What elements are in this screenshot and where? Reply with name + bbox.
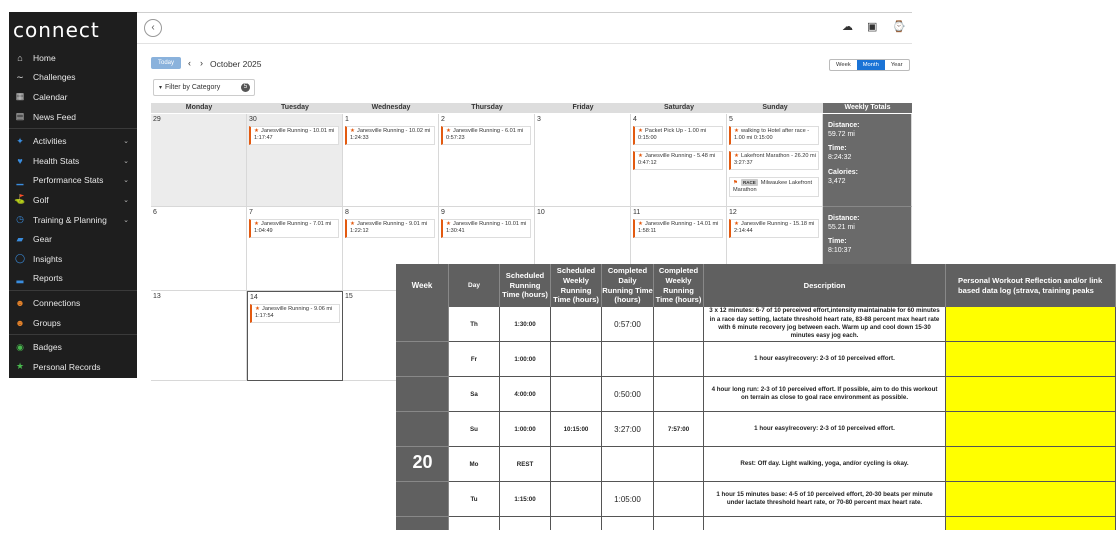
sidebar-item-reports[interactable] <box>9 269 137 289</box>
day-number: 30 <box>249 116 257 123</box>
description-cell: Rest: Off day. Light walking, yoga, and/or cycling is okay. <box>704 447 946 482</box>
sidebar-item-label: Activities <box>33 136 67 147</box>
golf-icon: ⛳ <box>14 194 26 205</box>
totals-distance-label: Distance: <box>828 122 860 129</box>
day-header: Thursday <box>439 103 536 113</box>
collapse-sidebar-button[interactable]: ‹ <box>144 19 162 37</box>
reflection-cell[interactable] <box>946 447 1116 482</box>
empty-cell <box>602 517 654 530</box>
reports-icon: ▂ <box>16 272 24 283</box>
completed-weekly-cell <box>654 482 704 517</box>
empty-cell <box>704 517 946 530</box>
totals-time-value: 8:24:32 <box>828 154 852 161</box>
groups-icon: ☻ <box>15 317 25 328</box>
activity-entry[interactable] <box>633 126 723 145</box>
day-cell: Su <box>449 412 500 447</box>
sidebar-item-news-feed[interactable] <box>9 107 137 127</box>
chevron-down-icon: ⌄ <box>123 216 129 224</box>
sidebar-item-label: Groups <box>33 317 61 328</box>
reflection-cell[interactable] <box>946 482 1116 517</box>
day-cell[interactable] <box>247 291 343 381</box>
sidebar-item-performance-stats[interactable] <box>9 171 137 191</box>
connections-icon: ☻ <box>15 297 25 308</box>
running-icon: ★ <box>446 221 452 227</box>
running-icon: ★ <box>638 221 644 227</box>
lightbulb-icon: ◯ <box>14 253 26 264</box>
week-cell <box>396 517 449 530</box>
reflection-cell[interactable] <box>946 307 1116 342</box>
empty-cell <box>654 517 704 530</box>
day-cell: Sa <box>449 377 500 412</box>
scheduled-weekly-cell <box>551 447 602 482</box>
activity-text: Janesville Running - 15.18 mi 2:14:44 <box>734 221 815 235</box>
cloud-upload-icon[interactable]: ☁ <box>842 21 853 33</box>
sidebar-item-label: Performance Stats <box>33 175 104 186</box>
day-number: 9 <box>441 209 445 216</box>
scheduled-time-cell: REST <box>500 447 551 482</box>
view-month-button[interactable]: Month <box>857 60 885 70</box>
sidebar-item-personal-records[interactable] <box>9 357 137 377</box>
activity-entry[interactable] <box>729 219 819 238</box>
completed-weekly-cell <box>654 307 704 342</box>
running-icon: ★ <box>638 153 644 159</box>
race-name: Milwaukee Lakefront Marathon <box>733 180 813 194</box>
running-icon: ★ <box>255 306 261 312</box>
day-cell[interactable] <box>247 207 343 291</box>
news-feed-icon: ▤ <box>15 111 25 122</box>
week-cell <box>396 482 449 517</box>
filter-by-category-button[interactable] <box>153 79 255 96</box>
day-number: 8 <box>345 209 349 216</box>
day-cell: Fr <box>449 342 500 377</box>
day-number: 11 <box>633 209 641 216</box>
running-icon: ★ <box>254 221 260 227</box>
week-cell <box>396 412 449 447</box>
scheduled-time-cell: 1:00:00 <box>500 342 551 377</box>
running-icon: ★ <box>734 221 740 227</box>
day-number: 4 <box>633 116 637 123</box>
completed-daily-cell: 3:27:00 <box>602 412 654 447</box>
sidebar-item-label: Reports <box>33 273 63 284</box>
sidebar-item-badges[interactable] <box>9 337 137 357</box>
sidebar-item-home[interactable] <box>9 48 137 68</box>
sidebar-item-health-stats[interactable] <box>9 151 137 171</box>
flag-icon: ⚑ <box>733 180 739 186</box>
totals-calories-value: 3,472 <box>828 178 846 185</box>
activity-entry[interactable] <box>729 151 819 170</box>
sidebar-item-training-planning[interactable] <box>9 210 137 230</box>
table-header: Scheduled Weekly Running Time (hours) <box>551 264 602 307</box>
activity-text: Packet Pick Up - 1.00 mi 0:15:00 <box>638 128 707 142</box>
sidebar-item-label: News Feed <box>33 111 76 122</box>
scheduled-weekly-cell <box>551 342 602 377</box>
sidebar <box>9 12 137 378</box>
completed-weekly-cell <box>654 377 704 412</box>
activity-entry[interactable] <box>633 151 723 170</box>
day-cell[interactable] <box>439 114 535 207</box>
completed-daily-cell: 1:05:00 <box>602 482 654 517</box>
day-number: 5 <box>729 116 733 123</box>
sidebar-item-label: Home <box>33 52 56 63</box>
activity-entry[interactable] <box>441 126 531 145</box>
running-icon: ★ <box>734 153 740 159</box>
activity-entry[interactable] <box>249 126 339 145</box>
scheduled-weekly-cell <box>551 307 602 342</box>
activity-text: Janesville Running - 14.01 mi 1:58:11 <box>638 221 719 235</box>
activity-text: Janesville Running - 7.01 mi 1:04:49 <box>254 221 332 235</box>
activity-text: Lakefront Marathon - 26.20 mi 3:27:37 <box>734 153 816 167</box>
completed-weekly-cell: 7:57:00 <box>654 412 704 447</box>
day-header: Weekly Totals <box>823 103 912 113</box>
totals-distance-label: Distance: <box>828 215 860 222</box>
activity-text: Janesville Running - 10.01 mi 1:17:47 <box>254 128 335 142</box>
sidebar-item-connections[interactable] <box>9 293 137 313</box>
day-number: 10 <box>537 209 545 216</box>
table-header: Scheduled Running Time (hours) <box>500 264 551 307</box>
scheduled-weekly-cell <box>551 482 602 517</box>
day-cell[interactable] <box>247 114 343 207</box>
reflection-cell[interactable] <box>946 377 1116 412</box>
view-year-button[interactable]: Year <box>890 62 903 68</box>
table-header: Completed Daily Running Time (hours) <box>602 264 654 307</box>
app-logo[interactable]: connect <box>13 18 100 42</box>
race-tag: RACE <box>743 180 756 185</box>
activity-entry[interactable] <box>633 219 723 238</box>
sidebar-item-label: Badges <box>33 342 62 353</box>
bar-chart-icon: ▁ <box>16 174 24 185</box>
week-cell <box>396 342 449 377</box>
day-header: Monday <box>151 103 248 113</box>
scheduled-weekly-cell <box>551 377 602 412</box>
divider <box>9 290 137 291</box>
table-header: Completed Weekly Running Time (hours) <box>654 264 704 307</box>
running-icon: ★ <box>254 128 260 134</box>
table-header: Description <box>704 264 946 307</box>
sidebar-item-label: Training & Planning <box>33 214 107 225</box>
totals-distance-value: 59.72 mi <box>828 131 855 138</box>
totals-time-value: 8:10:37 <box>828 247 852 254</box>
activity-entry[interactable] <box>441 219 531 238</box>
sidebar-item-label: Health Stats <box>33 155 80 166</box>
empty-cell <box>449 517 500 530</box>
activity-runner-icon: ✦ <box>16 135 24 146</box>
sidebar-item-insights[interactable] <box>9 249 137 269</box>
sidebar-item-challenges[interactable] <box>9 68 137 88</box>
sidebar-item-label: Connections <box>33 297 81 308</box>
day-header: Sunday <box>727 103 824 113</box>
chevron-down-icon: ⌄ <box>123 138 129 146</box>
day-number: 2 <box>441 116 445 123</box>
day-number: 1 <box>345 116 349 123</box>
description-cell: 4 hour long run: 2-3 of 10 perceived effort. If possible, aim to do this workout on terrain as close to goal race environment as possible. <box>704 377 946 412</box>
day-cell[interactable] <box>151 114 247 207</box>
activity-text: Janesville Running - 6.01 mi 0:57:23 <box>446 128 524 142</box>
caret-down-icon: ▾ <box>159 85 163 91</box>
next-month-icon[interactable]: › <box>200 58 203 68</box>
day-cell[interactable] <box>631 114 727 207</box>
top-bar <box>137 12 912 44</box>
sidebar-item-label: Golf <box>33 194 49 205</box>
running-icon: ★ <box>350 221 356 227</box>
sidebar-item-label: Calendar <box>33 91 68 102</box>
day-cell[interactable] <box>535 114 631 207</box>
training-plan-table <box>396 264 1116 530</box>
totals-time-label: Time: <box>828 145 847 152</box>
activity-entry[interactable] <box>345 126 435 145</box>
today-button[interactable]: Today <box>151 57 181 69</box>
day-header: Friday <box>535 103 632 113</box>
sidebar-item-label: Personal Records <box>33 361 101 372</box>
table-header: Day <box>449 264 500 307</box>
day-cell[interactable] <box>343 114 439 207</box>
day-cell[interactable] <box>151 207 247 291</box>
totals-calories-label: Calories: <box>828 169 858 176</box>
day-cell: Mo <box>449 447 500 482</box>
day-header: Saturday <box>631 103 728 113</box>
badge-icon: ◉ <box>16 341 24 352</box>
scheduled-weekly-cell: 10:15:00 <box>551 412 602 447</box>
filter-count-badge: 5 <box>241 83 250 92</box>
challenges-icon: ∼ <box>16 71 24 82</box>
filter-label: Filter by Category <box>165 84 221 91</box>
scheduled-time-cell: 1:15:00 <box>500 482 551 517</box>
description-cell: 1 hour easy/recovery: 2-3 of 10 perceived effort. <box>704 342 946 377</box>
completed-weekly-cell <box>654 342 704 377</box>
empty-cell <box>500 517 551 530</box>
day-number: 12 <box>729 209 737 216</box>
divider <box>9 128 137 129</box>
running-icon: ★ <box>734 128 740 134</box>
completed-daily-cell <box>602 342 654 377</box>
day-number: 29 <box>153 116 161 123</box>
description-cell: 1 hour 15 minutes base: 4-5 of 10 perceived effort, 20-30 beats per minute under lactate threshold heart rate, or 70-80 percent max heart rate. <box>704 482 946 517</box>
chevron-down-icon: ⌄ <box>123 196 129 204</box>
view-toggle <box>829 59 910 71</box>
weekly-totals <box>823 114 912 207</box>
reflection-cell[interactable] <box>946 412 1116 447</box>
week-cell <box>396 307 449 342</box>
device-icon[interactable]: ▣ <box>867 21 878 33</box>
sidebar-item-label: Insights <box>33 253 63 264</box>
heart-icon: ♥ <box>17 155 23 166</box>
trophy-icon: ★ <box>15 361 25 372</box>
activity-text: Janesville Running - 10.02 mi 1:24:33 <box>350 128 431 142</box>
completed-daily-cell: 0:50:00 <box>602 377 654 412</box>
activity-text: Janesville Running - 9.01 mi 1:22:12 <box>350 221 428 235</box>
chevron-down-icon: ⌄ <box>123 177 129 185</box>
day-cell: Th <box>449 307 500 342</box>
completed-daily-cell: 0:57:00 <box>602 307 654 342</box>
totals-time-label: Time: <box>828 238 847 245</box>
empty-cell <box>551 517 602 530</box>
activity-entry[interactable] <box>345 219 435 238</box>
race-event[interactable] <box>729 177 819 197</box>
running-icon: ★ <box>350 128 356 134</box>
sidebar-item-label: Challenges <box>33 72 76 83</box>
day-number: 7 <box>249 209 253 216</box>
activity-text: Janesville Running - 9.06 mi 1:17:54 <box>255 306 333 320</box>
view-week-button[interactable]: Week <box>836 62 851 68</box>
sidebar-item-calendar[interactable] <box>9 87 137 107</box>
day-number: 14 <box>250 294 258 301</box>
sidebar-item-label: Gear <box>33 234 52 245</box>
day-number: 6 <box>153 209 157 216</box>
day-header: Tuesday <box>247 103 344 113</box>
activity-text: Janesville Running - 5.48 mi 0:47:12 <box>638 153 716 167</box>
reflection-cell[interactable] <box>946 517 1116 530</box>
chevron-down-icon: ⌄ <box>123 157 129 165</box>
week-cell <box>396 377 449 412</box>
running-icon: ★ <box>446 128 452 134</box>
week-number: 20 <box>412 452 433 472</box>
sidebar-item-gear[interactable] <box>9 229 137 249</box>
sidebar-item-activities[interactable] <box>9 131 137 151</box>
calendar-icon: ▦ <box>15 91 25 102</box>
scheduled-time-cell: 1:30:00 <box>500 307 551 342</box>
home-icon: ⌂ <box>17 52 23 63</box>
running-icon: ★ <box>638 128 644 134</box>
stopwatch-icon: ◷ <box>16 214 24 225</box>
sidebar-item-groups[interactable] <box>9 313 137 333</box>
day-header: Wednesday <box>343 103 440 113</box>
table-header: Personal Workout Reflection and/or link based data log (strava, training peaks <box>946 264 1116 307</box>
completed-daily-cell <box>602 447 654 482</box>
watch-icon[interactable]: ⌚ <box>892 21 906 33</box>
day-number: 15 <box>345 293 353 300</box>
previous-month-icon[interactable]: ‹ <box>188 58 191 68</box>
activity-entry[interactable] <box>249 219 339 238</box>
day-cell[interactable] <box>151 291 247 381</box>
month-label: October 2025 <box>210 59 262 69</box>
day-cell[interactable] <box>727 114 823 207</box>
day-number: 3 <box>537 116 541 123</box>
shoe-icon: ▰ <box>16 233 24 244</box>
totals-distance-value: 55.21 mi <box>828 224 855 231</box>
activity-entry[interactable] <box>250 304 340 323</box>
reflection-cell[interactable] <box>946 342 1116 377</box>
activity-entry[interactable] <box>729 126 819 145</box>
activity-text: walking to Hotel after race - 1.00 mi 0:15:00 <box>734 128 810 142</box>
activity-text: Janesville Running - 10.01 mi 1:30:41 <box>446 221 527 235</box>
scheduled-time-cell: 4:00:00 <box>500 377 551 412</box>
description-cell: 3 x 12 minutes: 6-7 of 10 perceived effort,intensity maintainable for 60 minutes in a race day setting, lactate threshold heart rate, 83-88 percent max heart rate with 6 minute recovery jog between each. Warm up and cool down 15-30 minutes easy jog each. <box>704 307 946 342</box>
scheduled-time-cell: 1:00:00 <box>500 412 551 447</box>
sidebar-item-golf[interactable] <box>9 190 137 210</box>
divider <box>9 334 137 335</box>
day-cell: Tu <box>449 482 500 517</box>
description-cell: 1 hour easy/recovery: 2-3 of 10 perceived effort. <box>704 412 946 447</box>
table-header: Week <box>396 264 449 307</box>
completed-weekly-cell <box>654 447 704 482</box>
day-number: 13 <box>153 293 161 300</box>
